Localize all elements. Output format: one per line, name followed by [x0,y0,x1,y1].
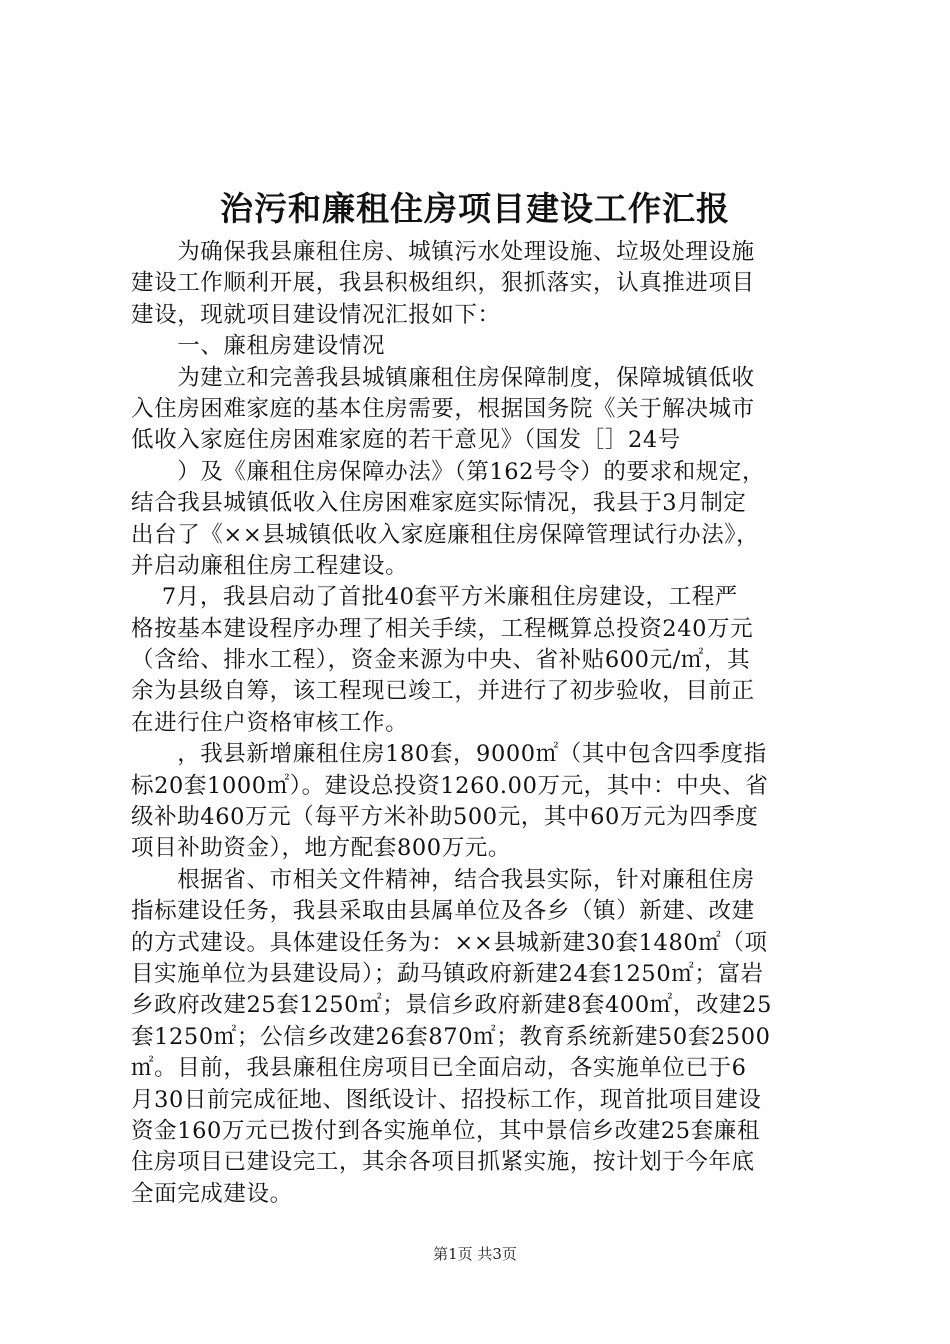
body-line: 结合我县城镇低收入住房困难家庭实际情况，我县于3月制定 [131,490,747,517]
body-line: 建设，现就项目建设情况汇报如下： [131,301,501,328]
body-line: 入住房困难家庭的基本住房需要，根据国务院《关于解决城市 [131,395,755,422]
body-line: ，我县新增廉租住房180套，9000㎡（其中包含四季度指 [131,741,767,768]
body-line: 目实施单位为县建设局）；勐马镇政府新建24套1250㎡；富岩 [131,960,764,987]
body-line: 低收入家庭住房困难家庭的若干意见》（国发［］24号 [131,427,681,454]
body-line: 项目补助资金），地方配套800万元。 [131,835,511,862]
body-line: 标20套1000㎡）。建设总投资1260.00万元，其中：中央、省 [131,772,769,799]
body-line: 套1250㎡；公信乡改建26套870㎡；教育系统新建50套2500 [131,1023,771,1050]
body-line: 为建立和完善我县城镇廉租住房保障制度，保障城镇低收 [131,364,755,391]
body-line: 的方式建设。具体建设任务为：××县城新建30套1480㎡（项 [131,929,768,956]
body-line: 指标建设任务，我县采取由县属单位及各乡（镇）新建、改建 [131,898,755,925]
body-line: ）及《廉租住房保障办法》（第162号令）的要求和规定， [131,458,766,485]
body-line: ㎡。目前，我县廉租住房项目已全面启动，各实施单位已于6 [131,1055,747,1082]
body-line: 住房项目已建设完工，其余各项目抓紧实施，按计划于今年底 [131,1149,755,1176]
body-line: 格按基本建设程序办理了相关手续，工程概算总投资240万元 [131,615,754,642]
body-line: 全面完成建设。 [131,1180,293,1207]
page-footer: 第1页 共3页 [433,1245,517,1263]
section-heading: 一、廉租房建设情况 [131,333,386,360]
body-line: 建设工作顺利开展，我县积极组织，狠抓落实，认真推进项目 [131,270,755,297]
body-line: 7月，我县启动了首批40套平方米廉租住房建设，工程严 [131,584,738,611]
body-line: 资金160万元已拨付到各实施单位，其中景信乡改建25套廉租 [131,1117,760,1144]
body-line: 余为县级自筹，该工程现已竣工，并进行了初步验收，目前正 [131,678,755,705]
body-line: 乡政府改建25套1250㎡；景信乡政府新建8套400㎡，改建25 [131,992,772,1019]
body-line: 在进行住户资格审核工作。 [131,709,409,736]
body-line: 并启动廉租住房工程建设。 [131,552,409,579]
body-line: 为确保我县廉租住房、城镇污水处理设施、垃圾处理设施 [131,239,755,265]
body-line: 出台了《××县城镇低收入家庭廉租住房保障管理试行办法》， [131,521,760,548]
body-line: （含给、排水工程），资金来源为中央、省补贴600元/㎡，其 [131,647,751,674]
document-body [131,237,846,1210]
document-title: 治污和廉租住房项目建设工作汇报 [220,189,730,228]
body-line: 级补助460万元（每平方米补助500元，其中60万元为四季度 [131,804,759,831]
body-line: 根据省、市相关文件精神，结合我县实际，针对廉租住房 [131,866,755,893]
body-line: 月30日前完成征地、图纸设计、招投标工作，现首批项目建设 [131,1086,762,1113]
